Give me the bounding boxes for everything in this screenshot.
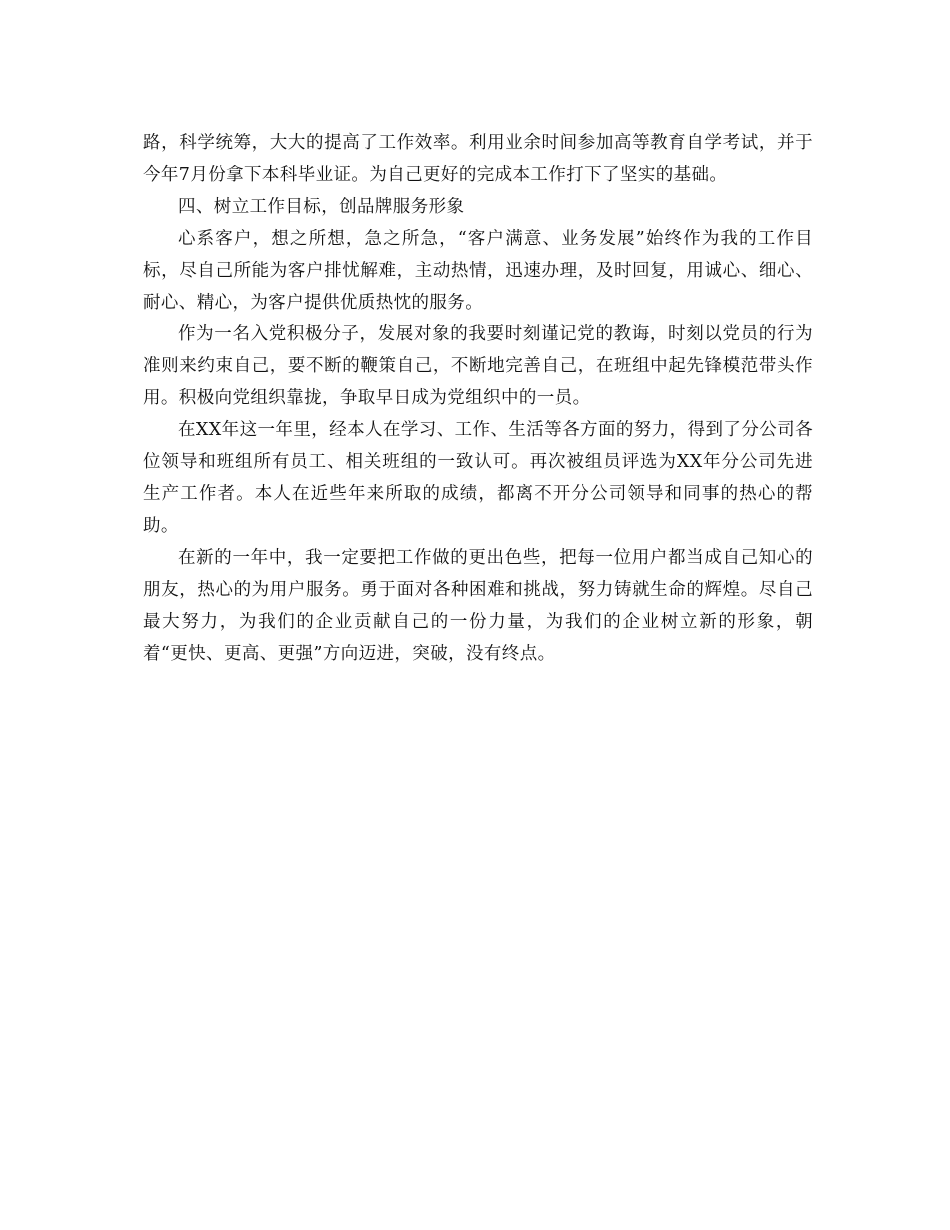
paragraph-continuation: 路，科学统筹，大大的提高了工作效率。利用业余时间参加高等教育自学考试，并于今年7月份拿下本科毕业证。为自己更好的完成本工作打下了坚实的基础。 <box>143 133 813 185</box>
paragraph-party-activist: 作为一名入党积极分子，发展对象的我要时刻谨记党的教诲，时刻以党员的行为准则来约束自己，要不断的鞭策自己，不断地完善自己，在班组中起先锋模范带头作用。积极向党组织靠拢，争取早日成为党组织中的一员。 <box>143 324 813 409</box>
paragraph-year-review: 在XX年这一年里，经本人在学习、工作、生活等各方面的努力，得到了分公司各位领导和班组所有员工、相关班组的一致认可。再次被组员评选为XX年分公司先进生产工作者。本人在近些年来所取的成绩，都离不开分公司领导和同事的热心的帮助。 <box>143 420 813 536</box>
paragraph-new-year: 在新的一年中，我一定要把工作做的更出色些，把每一位用户都当成自己知心的朋友，热心的为用户服务。勇于面对各种困难和挑战，努力铸就生命的辉煌。尽自己最大努力，为我们的企业贡献自己的一份力量，为我们的企业树立新的形象，朝着“更快、更高、更强”方向迈进，突破，没有终点。 <box>143 547 813 664</box>
document-body <box>143 128 813 670</box>
paragraph-customer-service: 心系客户，想之所想，急之所急，“客户满意、业务发展”始终作为我的工作目标，尽自己所能为客户排忧解难，主动热情，迅速办理，及时回复，用诚心、细心、耐心、精心，为客户提供优质热忱的服务。 <box>143 228 813 313</box>
section-heading: 四、树立工作目标，创品牌服务形象 <box>178 196 465 217</box>
